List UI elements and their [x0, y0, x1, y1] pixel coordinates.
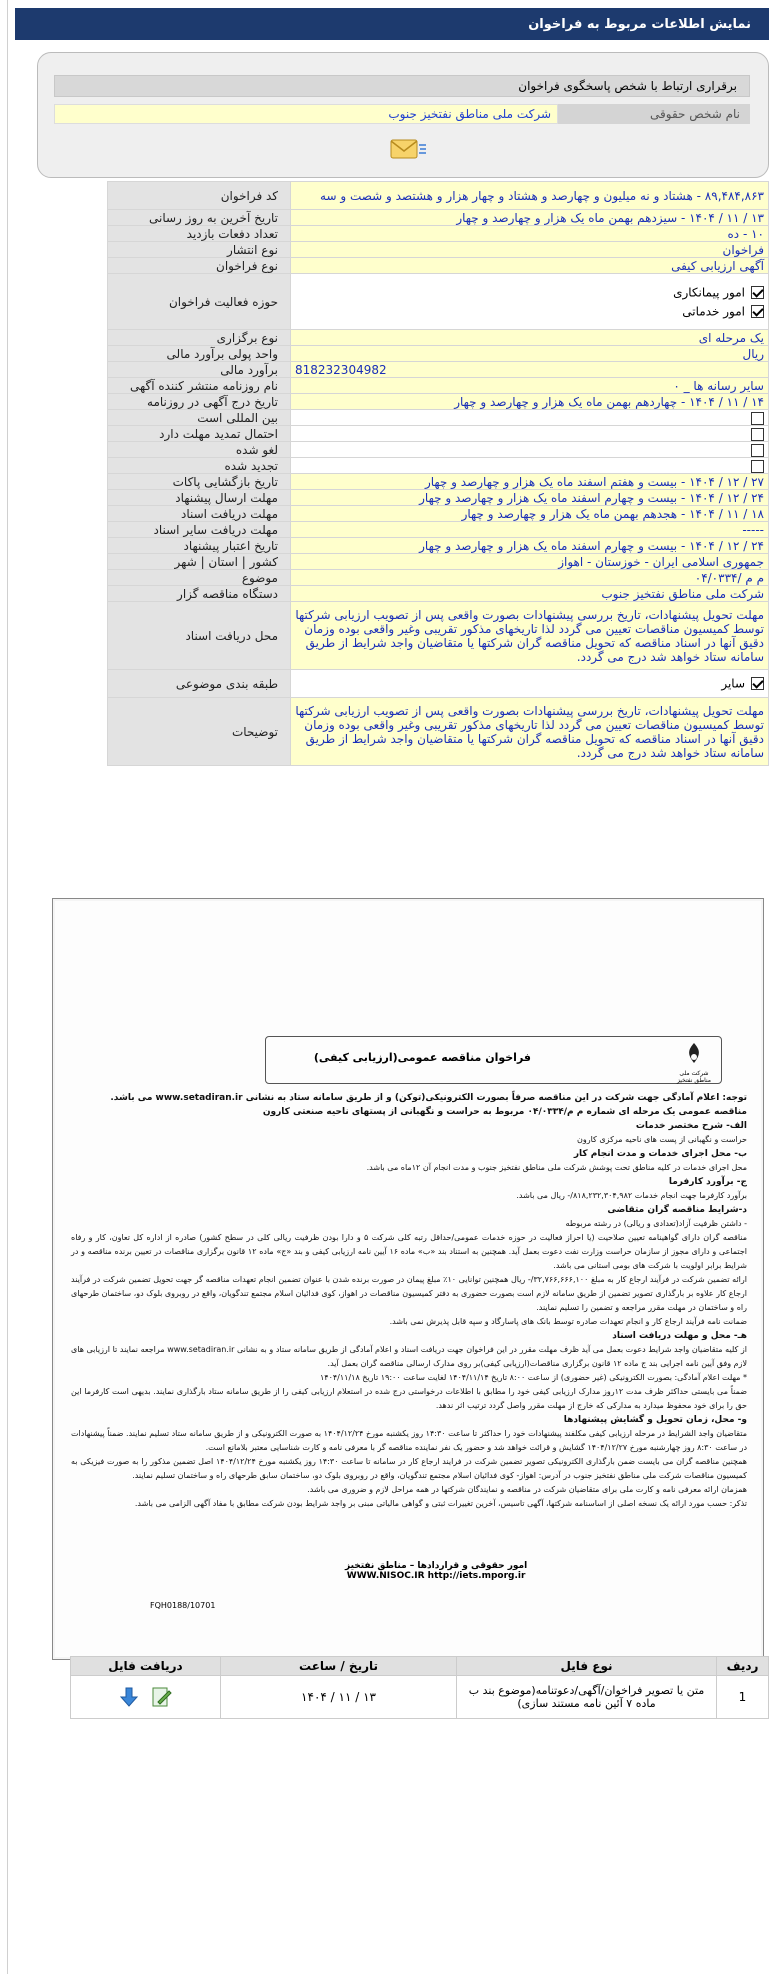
international-cell: [291, 410, 769, 426]
description-label: توضیحات: [108, 698, 291, 766]
currency-unit-value: ریال: [291, 346, 769, 362]
row-activity-scope: [108, 274, 769, 330]
files-header-download: دریافت فایل: [71, 1657, 221, 1676]
document-line: هـ- محل و مهلت دریافت اسناد: [612, 1331, 747, 1341]
document-line: از کلیه متقاضیان واجد شرایط دعوت بعمل می آید ظرف مهلت مقرر در این فراخوان جهت دریافت اسناد و اعلام آمادگی از طریق سامانه ستاد و به نشانی www.setadiran.ir مراجعه نمایند تا ارزیابی های لازم وفق آیین نامه اجرایی بند ج ماده ۱۲ قانون برگزاری مناقصات(ارزیابی کیفی)بر روی مدارک ارسالی مناقصه گران بعمل آید.: [71, 1345, 747, 1368]
document-line: - داشتن ظرفیت آزاد(تعدادی و ریالی) در رشته مربوطه: [565, 1219, 747, 1228]
company-logo: [675, 1041, 713, 1084]
tender-type-value: آگهی ارزیابی کیفی: [291, 258, 769, 274]
row-tender-code: [108, 182, 769, 210]
financial-estimate-cell: [291, 362, 769, 378]
document-header: [265, 1036, 722, 1084]
files-header-type: نوع فایل: [457, 1657, 717, 1676]
document-line: و- محل، زمان تحویل و گشایش پیشنهادها: [563, 1415, 747, 1425]
document-line: همزمان ارائه معرفی نامه و کارت ملی برای متقاضیان شرکت در مناقصه و نمایندگان شرکتها در همه مراحل لازم و ضروری می باشد.: [307, 1485, 747, 1494]
newspaper-value: سایر رسانه ها _ ۰: [291, 378, 769, 394]
other-category-checkbox[interactable]: [751, 677, 764, 690]
document-signature: [345, 1561, 527, 1581]
subject-category-cell: [291, 670, 769, 698]
document-body: [71, 1091, 747, 1511]
extension-label: احتمال تمدید مهلت دارد: [108, 426, 291, 442]
document-deadline-label: مهلت دریافت اسناد: [108, 506, 291, 522]
document-line: د-شرایط مناقصه گران متقاضی: [607, 1205, 747, 1215]
services-checkbox[interactable]: [751, 305, 764, 318]
other-category-label: سایر: [721, 676, 745, 691]
row-publish-type: [108, 242, 769, 258]
file-row-download: [71, 1676, 221, 1719]
document-code: FQH0188/10701: [150, 1601, 216, 1610]
row-financial-estimate: [108, 362, 769, 378]
tender-org-label: دستگاه مناقصه گزار: [108, 586, 291, 602]
offer-deadline-value: ۲۴ / ۱۲ / ۱۴۰۴ - بیست و چهارم اسفند ماه یک هزار و چهارصد و چهار: [291, 490, 769, 506]
renewed-checkbox[interactable]: [751, 460, 764, 473]
document-line: همچنین مناقصه گران می بایست ضمن بارگذاری الکترونیکی تصویر تضمین شرکت در فرایند ارجاع کار در سامانه تا ساعت ۱۴:۳۰ روز یکشنبه مورخ ۱۴۰۴/۱۲/۲۴ اصل تضمین مذکور را به صورت فیزیکی به کمیسیون مناقصات شرکت ملی مناطق نفتخیز جنوب در آدرس: اهواز- کوی فدائیان اسلام مجتمع تندگویان، واقع در روبروی بلوک دو، ساختمان سابق طرحهای راه و ساختمان تسلیم نمایند.: [71, 1457, 748, 1480]
company-name: شرکت ملی مناطق نفتخیز: [676, 1070, 712, 1084]
files-header-row: [71, 1657, 769, 1676]
flame-logo-icon: [679, 1041, 709, 1067]
document-line: ج- برآورد کارفرما: [668, 1177, 747, 1187]
visit-count-value: ۱۰ - ده: [291, 226, 769, 242]
row-location: [108, 554, 769, 570]
extension-checkbox[interactable]: [751, 428, 764, 441]
row-description: [108, 698, 769, 766]
tender-org-value: شرکت ملی مناطق نفتخیز جنوب: [291, 586, 769, 602]
tender-info-table: [107, 181, 769, 766]
files-table: [70, 1656, 769, 1719]
publish-type-label: نوع انتشار: [108, 242, 291, 258]
document-line: مناقصه گران دارای گواهینامه تعیین صلاحیت (یا احراز فعالیت در حوزه خدمات عمومی/حداقل رتبه کلی شرکت ۵ و دارا بودن ظرفیت ریالی کلی در سطح کشور) صادره از اداره کل تعاون، کار و رفاه اجتماعی و دارای مجوز از سازمان حراست وزارت نفت دعوت بعمل آید. همچنین به استناد بند «ب» ماده ۱۶ آیین نامه ارزیابی کیفی و بند «ج» ماده ۱۲ قانون برگزاری مناقصات در تعیین برنده مناقصه و در شرایط برابر اولویت با شرکت های بومی استانی می باشد.: [71, 1233, 748, 1270]
row-renewed: [108, 458, 769, 474]
document-line: تذکر: حسب مورد ارائه یک نسخه اصلی از اساسنامه شرکتها، آگهی تاسیس، آخرین تغییرات ثبتی و گواهی مالیاتی مبنی بر واجد شرایط بودن شرکت مطابق با مفاد آگهی الزامی می باشد.: [134, 1499, 747, 1508]
currency-unit-label: واحد پولی برآورد مالی: [108, 346, 291, 362]
renewed-cell: [291, 458, 769, 474]
contracting-checkbox[interactable]: [751, 286, 764, 299]
offer-validity-value: ۲۴ / ۱۲ / ۱۴۰۴ - بیست و چهارم اسفند ماه یک هزار و چهارصد و چهار: [291, 538, 769, 554]
row-newspaper-date: [108, 394, 769, 410]
activity-scope-label: حوزه فعالیت فراخوان: [108, 274, 291, 330]
update-date-value: ۱۳ / ۱۱ / ۱۴۰۴ - سیزدهم بهمن ماه یک هزار و چهارصد و چهار: [291, 210, 769, 226]
document-line: متقاضیان واجد الشرایط در مرحله ارزیابی کیفی مکلفند پیشنهادات خود را حداکثر تا ساعت ۱۴:۳۰ روز یکشنبه مورخ ۱۴۰۴/۱۲/۲۴ به صورت الکترونیکی و از طریق سامانه ستاد تسلیم نمایند. ضمناً پیشنهادات در ساعت ۸:۳۰ روز چهارشنبه مورخ ۱۴۰۴/۱۲/۲۷ گشایش و قرائت خواهد شد و حضور یک نفر نماینده مناقصه گر با معرفی نامه و کارت شناسایی معتبر بلامانع است.: [71, 1429, 748, 1452]
location-label: کشور | استان | شهر: [108, 554, 291, 570]
subject-label: موضوع: [108, 570, 291, 586]
file-row-type: متن یا تصویر فراخوان/آگهی/دعوتنامه(موضوع بند ب ماده ۷ آئین نامه مستند سازی): [457, 1676, 717, 1719]
file-row-num: 1: [717, 1676, 769, 1719]
activity-scope-options: [291, 274, 769, 330]
subject-category-label: طبقه بندی موضوعی: [108, 670, 291, 698]
offer-deadline-label: مهلت ارسال پیشنهاد: [108, 490, 291, 506]
download-icon[interactable]: [117, 1685, 141, 1709]
tender-type-label: نوع فراخوان: [108, 258, 291, 274]
document-line: ارائه تضمین شرکت در فرآیند ارجاع کار به مبلغ ۳۲,۷۶۶,۶۶۶,۱۰۰/- ریال همچنین توانایی ۱۰٪ مبلغ پیمان در صورت برنده شدن با عنوان تضمین انجام تعهدات مناقصه گر جهت تحویل تضمین شرکت در فرآیند ارجاع کار علاوه بر بارگذاری تصویر تضمین از طریق سامانه لازم است بصورت حضوری به دفتر کمیسیون مناقصات در اهواز، کوی فدائیان اسلام مجتمع تندگویان، واقع در روبروی بلوک دو، ساختمان طرحهای راه و ساختمان در مهلت مقرر مراجعه و تضمین را تسلیم نمایند.: [71, 1275, 747, 1312]
document-line: الف- شرح مختصر خدمات: [635, 1121, 747, 1131]
files-header-row-num: ردیف: [717, 1657, 769, 1676]
contact-title: [54, 75, 750, 97]
newspaper-label: نام روزنامه منتشر کننده آگهی: [108, 378, 291, 394]
document-line: محل اجرای خدمات در کلیه مناطق تحت پوشش شرکت ملی مناطق نفتخیز جنوب و مدت انجام آن ۱۲ماه می باشد.: [366, 1163, 747, 1172]
row-extension: [108, 426, 769, 442]
row-tender-type: [108, 258, 769, 274]
financial-estimate-value: 818232304982: [295, 362, 387, 377]
envelope-open-value: ۲۷ / ۱۲ / ۱۴۰۴ - بیست و هفتم اسفند ماه یک هزار و چهارصد و چهار: [291, 474, 769, 490]
document-line: ب- محل اجرای خدمات و مدت انجام کار: [573, 1149, 747, 1159]
document-line: ضمناً می بایستی حداکثر ظرف مدت ۱۲روز مدارک ارزیابی کیفی خود را مطابق با اطلاعات درخواستی درج شده در استعلام ارزیابی کیفی را از طریق سامانه ستاد بارگذاری نمایند. بدیهی است کارفرما این حق را برای خود محفوظ میدارد به مدارکی که خارج از مهلت مقرر واصل گردد ترتیب اثر ندهد.: [71, 1387, 748, 1410]
row-subject-category: [108, 670, 769, 698]
document-image-frame: [52, 898, 764, 1660]
page-side-rule: [7, 0, 8, 1974]
contact-panel: [37, 52, 769, 178]
offer-validity-label: تاریخ اعتبار پیشنهاد: [108, 538, 291, 554]
services-label: امور خدماتی: [682, 304, 745, 318]
other-deadline-value: -----: [291, 522, 769, 538]
document-line: برآورد کارفرما جهت انجام خدمات ۸۱۸,۲۳۲,۳۰۴,۹۸۲/- ریال می باشد.: [516, 1191, 747, 1200]
signature-website: WWW.NISOC.IR http://iets.mporg.ir: [346, 1571, 526, 1581]
page-header: [15, 8, 769, 40]
row-update-date: [108, 210, 769, 226]
description-value: مهلت تحویل پیشنهادات، تاریخ بررسی پیشنهادات بصورت واقعی پس از تصویب ارزیابی شرکتها توسط کمیسیون مناقصات تعیین می گردد لذا تاریخهای مذکور تقریبی وغیر واقعی بوده وزمان دقیق آنها در اسناد مناقصه که تحویل مناقصه گران شرکتها یا متقاضیان واجد شرایط از طریق سامانه ستاد خواهد شد درج می گردد.: [291, 698, 769, 766]
update-date-label: تاریخ آخرین به روز رسانی: [108, 210, 291, 226]
document-line: ضمانت نامه فرآیند ارجاع کار و انجام تعهدات صادره توسط بانک های پاسارگاد و سپه قابل پذیرش نمی باشد.: [389, 1317, 747, 1326]
row-document-deadline: [108, 506, 769, 522]
row-other-deadline: [108, 522, 769, 538]
renewed-label: تجدید شده: [108, 458, 291, 474]
row-hold-type: [108, 330, 769, 346]
hold-type-value: یک مرحله ای: [291, 330, 769, 346]
hold-type-label: نوع برگزاری: [108, 330, 291, 346]
file-row-date: ۱۳ / ۱۱ / ۱۴۰۴: [221, 1676, 457, 1719]
document-line: * مهلت اعلام آمادگی: بصورت الکترونیکی (غیر حضوری) از ساعت ۸:۰۰ تاریخ ۱۴۰۴/۱۱/۱۴ لغایت ساعت ۱۹:۰۰ تاریخ ۱۴۰۴/۱۱/۱۸: [319, 1373, 747, 1382]
financial-estimate-label: برآورد مالی: [108, 362, 291, 378]
legal-person-label: نام شخص حقوقی: [558, 104, 750, 124]
document-title: فراخوان مناقصه عمومی(ارزیابی کیفی): [313, 1051, 531, 1064]
row-subject: [108, 570, 769, 586]
row-tender-org: [108, 586, 769, 602]
row-international: [108, 410, 769, 426]
row-offer-deadline: [108, 490, 769, 506]
cancelled-label: لغو شده: [108, 442, 291, 458]
international-checkbox[interactable]: [751, 412, 764, 425]
legal-person-value: شرکت ملی مناطق نفتخیز جنوب: [54, 104, 558, 124]
newspaper-date-label: تاریخ درج آگهی در روزنامه: [108, 394, 291, 410]
legal-person-row: [54, 104, 750, 124]
row-doc-receive-place: [108, 602, 769, 670]
cancelled-cell: [291, 442, 769, 458]
tender-code-label: کد فراخوان: [108, 182, 291, 210]
international-label: بین المللی است: [108, 410, 291, 426]
contracting-label: امور پیمانکاری: [673, 285, 745, 300]
tender-code-value: ۸۹,۴۸۴,۸۶۳ - هشتاد و نه میلیون و چهارصد و هشتاد و چهار هزار و هشتصد و شصت و سه: [291, 182, 769, 210]
row-envelope-open: [108, 474, 769, 490]
document-deadline-value: ۱۸ / ۱۱ / ۱۴۰۴ - هجدهم بهمن ماه یک هزار و چهارصد و چهار: [291, 506, 769, 522]
doc-receive-place-label: محل دریافت اسناد: [108, 602, 291, 670]
newspaper-date-value: ۱۴ / ۱۱ / ۱۴۰۴ - چهاردهم بهمن ماه یک هزار و چهارصد و چهار: [291, 394, 769, 410]
document-line: توجه: اعلام آمادگی جهت شرکت در این مناقصه صرفاً بصورت الکترونیکی(توکن) و از طریق سامانه ستاد به نشانی www.setadiran.ir می باشد.: [110, 1093, 747, 1103]
document-page: [55, 901, 761, 1657]
doc-receive-place-value: مهلت تحویل پیشنهادات، تاریخ بررسی پیشنهادات بصورت واقعی پس از تصویب ارزیابی شرکتها توسط کمیسیون مناقصات تعیین می گردد لذا تاریخهای مذکور تقریبی وغیر واقعی بوده وزمان دقیق آنها در اسناد مناقصه که تحویل مناقصه گران شرکتها یا متقاضیان واجد شرایط از طریق سامانه ستاد خواهد شد درج می گردد.: [291, 602, 769, 670]
envelope-open-label: تاریخ بازگشایی پاکات: [108, 474, 291, 490]
cancelled-checkbox[interactable]: [751, 444, 764, 457]
page-title: نمایش اطلاعات مربوط به فراخوان: [528, 16, 751, 32]
row-currency-unit: [108, 346, 769, 362]
signature-text: امور حقوقی و قراردادها – مناطق نفتخیز: [345, 1561, 528, 1571]
extension-cell: [291, 426, 769, 442]
location-value: جمهوری اسلامی ایران - خوزستان - اهواز: [291, 554, 769, 570]
row-cancelled: [108, 442, 769, 458]
row-offer-validity: [108, 538, 769, 554]
other-deadline-label: مهلت دریافت سایر اسناد: [108, 522, 291, 538]
row-newspaper: [108, 378, 769, 394]
edit-icon[interactable]: [150, 1685, 174, 1709]
contact-title-text: برقراری ارتباط با شخص پاسخگوی فراخوان: [518, 79, 737, 93]
files-header-date: تاریخ / ساعت: [221, 1657, 457, 1676]
visit-count-label: تعداد دفعات بازدید: [108, 226, 291, 242]
file-row: [71, 1676, 769, 1719]
document-line: مناقصه عمومی یک مرحله ای شماره م م/۰۴/۰۳۳۴ مربوط به حراست و نگهبانی از پستهای ناحیه صنعتی کارون: [262, 1107, 747, 1117]
publish-type-value: فراخوان: [291, 242, 769, 258]
document-line: حراست و نگهبانی از پست های ناحیه مرکزی کارون: [577, 1135, 747, 1144]
subject-value: م م /۰۴/۰۳۳۴: [291, 570, 769, 586]
envelope-icon[interactable]: [388, 135, 428, 163]
row-visit-count: [108, 226, 769, 242]
